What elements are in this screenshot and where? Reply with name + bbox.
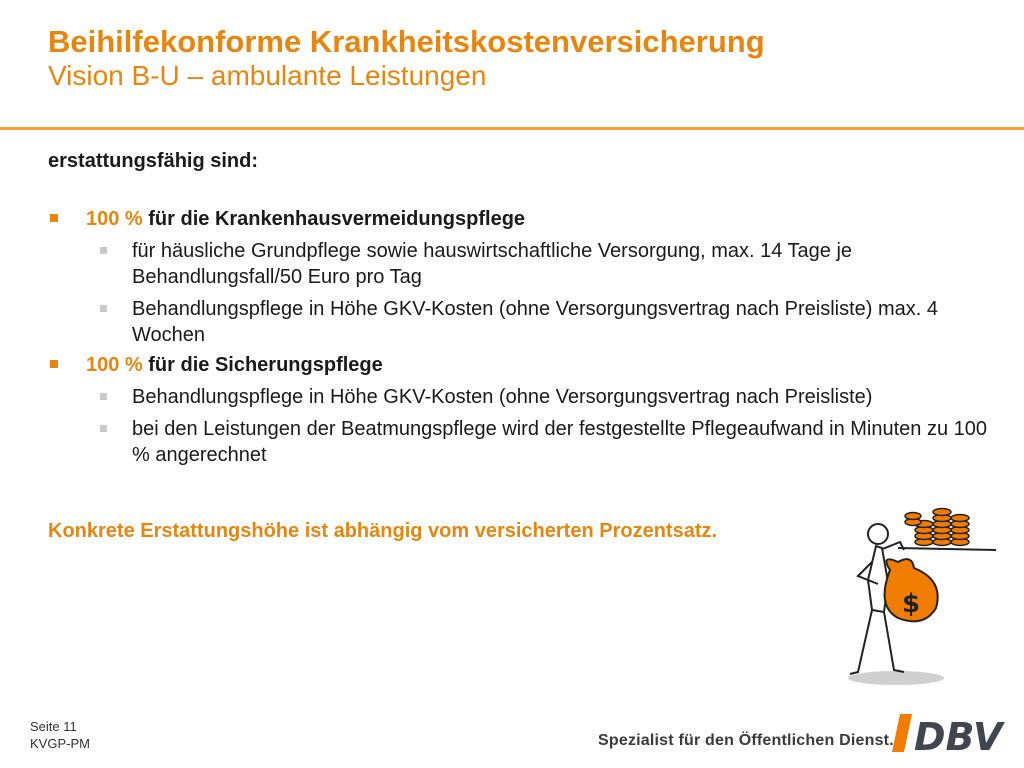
list-item-label: für die Krankenhausvermeidungspflege [142, 208, 526, 230]
note-text: Konkrete Erstattungshöhe ist abhängig vom versicherten Prozentsatz. [48, 520, 718, 542]
list-item [48, 352, 998, 378]
money-bag-figure-icon [828, 492, 1008, 692]
svg-text:$: $ [902, 589, 921, 619]
page-title: Beihilfekonforme Krankheitskostenversicherung [48, 24, 765, 59]
lead-text: erstattungsfähig sind: [48, 150, 259, 172]
dbv-logo [890, 712, 1006, 754]
sub-list-item-text: Behandlungspflege in Höhe GKV-Kosten (ohne Versorgungsvertrag nach Preisliste) [132, 386, 873, 408]
sub-list-item [48, 384, 998, 410]
sub-list-item [48, 416, 998, 468]
square-bullet-icon [100, 305, 107, 312]
list-item [48, 206, 998, 232]
square-bullet-icon [100, 247, 107, 254]
sub-list-item-text: bei den Leistungen der Beatmungspflege wird der festgestellte Pflegeaufwand in Minuten zu 100 % angerechnet [132, 418, 988, 466]
document-code: KVGP-PM [30, 736, 90, 751]
square-bullet-icon [50, 214, 58, 222]
sub-list-item [48, 238, 998, 290]
main-content [48, 150, 998, 468]
percent-value: 100 % [86, 354, 143, 376]
footer-info [30, 718, 90, 752]
square-bullet-icon [50, 360, 58, 368]
percent-value: 100 % [86, 208, 143, 230]
logo-text: DBV [914, 715, 1003, 754]
square-bullet-icon [100, 425, 107, 432]
page-subtitle: Vision B-U – ambulante Leistungen [48, 60, 487, 91]
sub-list-item-text: Behandlungspflege in Höhe GKV-Kosten (ohne Versorgungsvertrag nach Preisliste) max. 4 Wochen [132, 298, 939, 346]
list-item-label: für die Sicherungspflege [142, 354, 383, 376]
footer-slogan: Spezialist für den Öffentlichen Dienst. [598, 732, 894, 749]
sub-list-item [48, 296, 998, 348]
title-block [48, 24, 765, 92]
header-divider [0, 127, 1024, 130]
page-number: Seite 11 [30, 719, 77, 734]
square-bullet-icon [100, 393, 107, 400]
sub-list-item-text: für häusliche Grundpflege sowie hauswirtschaftliche Versorgung, max. 14 Tage je Behandlungsfall/50 Euro pro Tag [132, 240, 853, 288]
